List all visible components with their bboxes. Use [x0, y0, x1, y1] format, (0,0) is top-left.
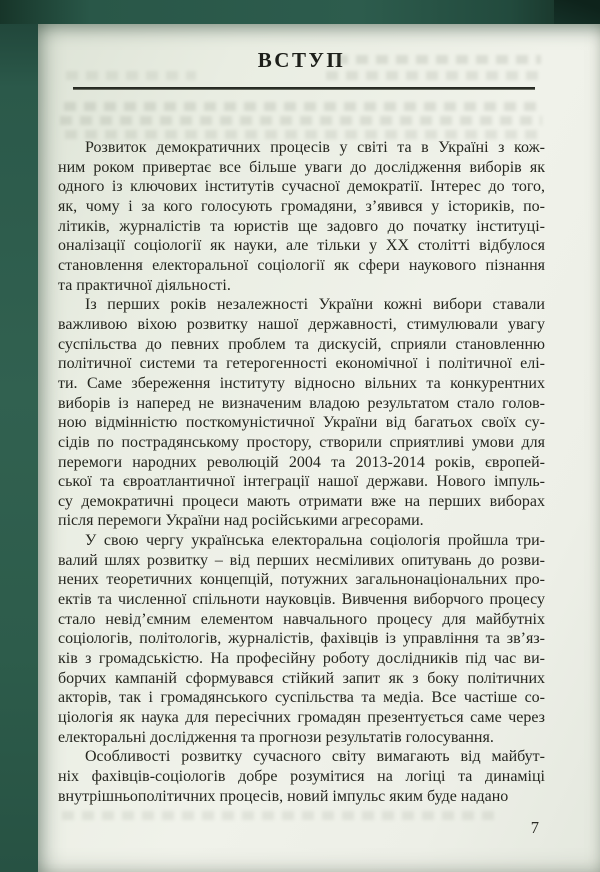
- text-line: літиків, журналістів та юристів ще задовго до початку інституці-: [58, 217, 545, 235]
- text-line: нених теоретичних концепцій, потужних загальнонаціональних про-: [58, 571, 545, 589]
- cover-edge-left: [0, 0, 38, 872]
- text-line: Розвиток демократичних процесів у світі та в Україні з кож-: [85, 139, 545, 156]
- text-line: оналізації соціології як науки, але тільки у XX столітті відбулося: [58, 237, 545, 255]
- text-line: ною відмінністю посткомуністичної України від багатьох своїх су-: [58, 414, 545, 432]
- title-divider-rule: [73, 87, 535, 90]
- text-line: після перемоги України над російськими агресорами.: [58, 512, 424, 530]
- text-line: стало невід’ємним елементом навчального процесу для майбутніх: [58, 610, 545, 628]
- text-line: політичної системи та гетерогенності економічної і політичної елі-: [58, 355, 545, 373]
- text-line: внутрішньополітичних процесів, новий імпульс яким буде надано: [58, 787, 509, 805]
- text-line: одного із ключових інститутів сучасної демократії. Інтерес до того,: [58, 178, 545, 196]
- text-line: сідів по пострадянському простору, створили сприятливі умови для: [58, 433, 545, 451]
- text-line: суспільства до певних проблем та дискусій, сприяли становленню: [58, 335, 545, 353]
- text-line: соціологів, політологів, журналістів, фахівців із управління та зв’яз-: [58, 630, 545, 648]
- text-line: ти. Саме збереження інституту відносно вільних та конкурентних: [58, 374, 545, 392]
- text-line: важливою віхою розвитку нашої державності, стимулювали увагу: [58, 315, 545, 333]
- text-line: су демократичні процеси мають отримати вже на перших виборах: [58, 492, 545, 510]
- chapter-title: ВСТУП: [257, 48, 346, 72]
- text-line: валий шлях розвитку – від перших несміливих опитувань до розви-: [58, 551, 545, 569]
- bleedthrough-ghost-line: [64, 102, 540, 111]
- bleedthrough-ghost-line: [60, 116, 542, 125]
- text-line: перемоги народних революцій 2004 та 2013-2014 років, європей-: [58, 453, 545, 471]
- text-line: ним роком привертає все більше уваги до дослідження виборів як: [58, 158, 545, 176]
- text-line: борчих кампаній сформувався стійкий запит як з боку політичних: [58, 669, 545, 687]
- text-line: ської та євроатлантичної інтеграції нашої держави. Нового імпуль-: [58, 473, 545, 491]
- text-line: ніх фахівців-соціологів добре розумітися на логіці та динаміці: [58, 768, 545, 785]
- text-line: ектів та численної спільноти науковців. Вивчення виборчого процесу: [58, 591, 545, 609]
- text-line: акторів, так і громадянського суспільства та медіа. Все частіше со-: [58, 689, 545, 707]
- text-line: становлення електоральної соціології як сфери наукового пізнання: [58, 256, 545, 274]
- cover-edge-top: [0, 0, 600, 24]
- page: [38, 24, 600, 872]
- text-line: виборів із наперед не визначеним владою результатом стало голов-: [58, 394, 545, 412]
- text-line: Особливості розвитку сучасного світу вимагають від майбут-: [85, 748, 545, 766]
- text-line: ків з громадськістю. На професійну роботу дослідників під час ви-: [58, 650, 545, 668]
- text-line: та практичної діяльності.: [58, 276, 231, 294]
- page-number: 7: [530, 818, 539, 837]
- text-line: як, чому і за кого голосують громадяни, з’явився у істориків, по-: [58, 197, 545, 215]
- text-line: ціологія як наука для пересічних громадян презентується саме через: [58, 709, 545, 727]
- text-line: Із перших років незалежності України кожні вибори ставали: [85, 296, 545, 314]
- text-column: [58, 138, 545, 806]
- text-line: електоральні дослідження та прогнози результатів голосування.: [58, 728, 494, 746]
- text-line: У свою чергу українська електоральна соціологія пройшла три-: [85, 532, 545, 550]
